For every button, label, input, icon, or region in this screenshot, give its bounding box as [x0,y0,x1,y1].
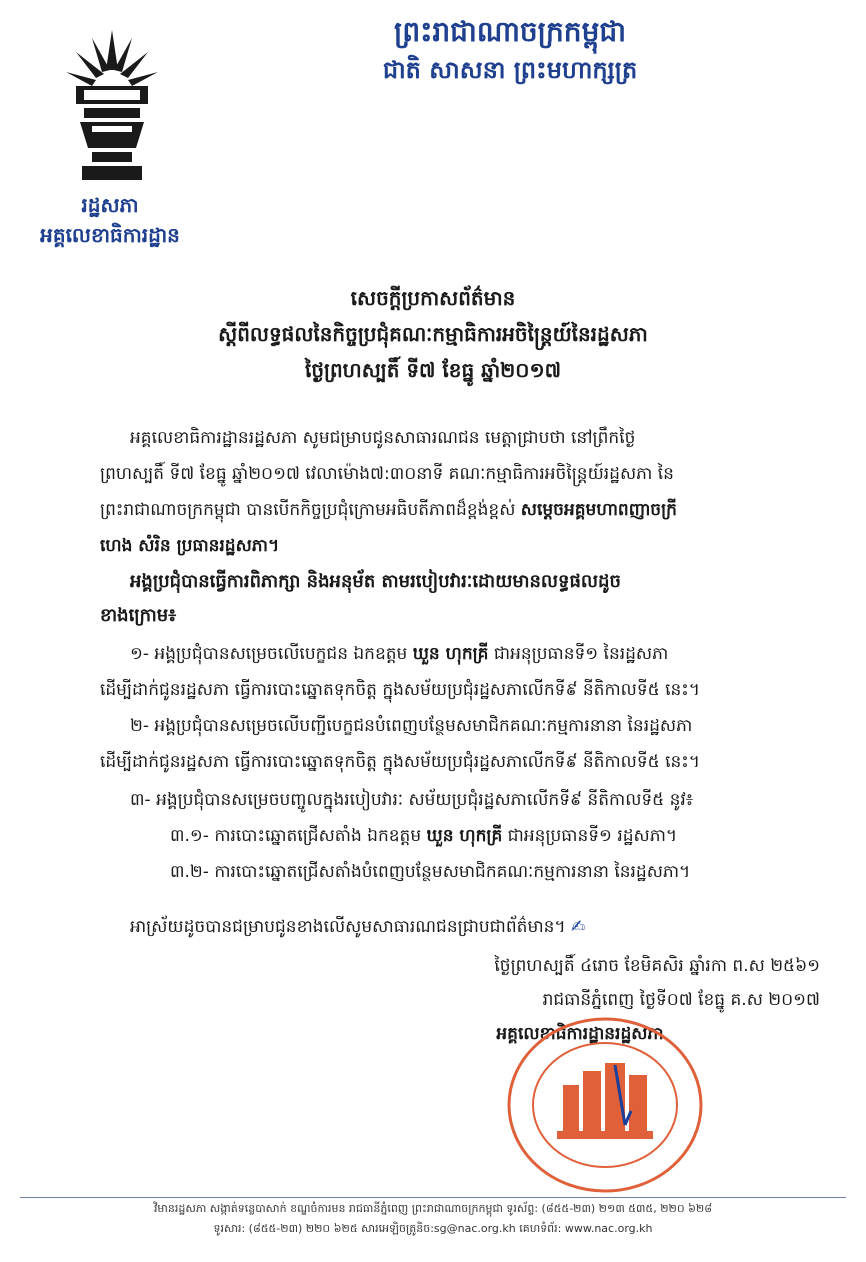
review-line-1: អង្គប្រជុំបានធ្វើការពិភាក្សា និងអនុម័ត តាមរបៀបវារៈដោយមានលទ្ធផលដូច [130,571,621,592]
candidate-name: ឃួន ហុកគ្រី [412,644,489,664]
list-item-1-line-1 [130,636,810,672]
intro-line-3-text: ព្រះរាជាណាចក្រកម្ពុជា បានបើកកិច្ចប្រជុំក្រោមអធិបតីភាពដ៏ខ្ពង់ខ្ពស់ [100,500,521,520]
parliament-emblem-icon [62,30,162,190]
footer-address: វិមានរដ្ឋសភា សង្កាត់ទន្លេបាសាក់ ខណ្ឌចំការមន រាជធានីភ្នំពេញ ព្រះរាជាណាចក្រកម្ពុជា ទូរស័ព្ទ: (៨៥៥-២៣) ២១៣ ៥៣៥, ២២០ ៦២៨ [153,1202,713,1215]
list-item-2-line-1: ២- អង្គប្រជុំបានសម្រេចលើបញ្ជីបេក្ខជនបំពេញបន្ថែមសមាជិកគណៈកម្មការនានា នៃរដ្ឋសភា [130,716,693,736]
footer-divider [20,1197,846,1198]
closing-line [130,910,810,944]
document-date-heading: ថ្ងៃព្រហស្បតិ៍ ទី៧ ខែធ្នូ ឆ្នាំ២០១៧ [304,358,562,382]
document-title: សេចក្តីប្រកាសព័ត៌មាន [350,286,516,310]
lunar-date: ថ្ងៃព្រហស្បតិ៍ ៤រោច ខែមិគសិរ ឆ្នាំរកា ព.ស ២៥៦១ [494,956,820,976]
list-item-2-line-2: ដើម្បីដាក់ជូនរដ្ឋសភា ធ្វើការបោះឆ្នោតទុកចិត្ត ក្នុងសម័យប្រជុំរដ្ឋសភាលើកទី៩ នីតិកាលទី៥ នេះ។ [100,752,700,772]
list-item-text: ១- អង្គប្រជុំបានសម្រេចលើបេក្ខជន ឯកឧត្តម [130,644,413,664]
kingdom-heading: ព្រះរាជាណាចក្រកម្ពុជា [393,15,626,48]
sub-item-text: ៣.១- ការបោះឆ្នោតជ្រើសតាំង ឯកឧត្តម [170,826,427,846]
intro-line-4 [100,528,800,564]
national-motto: ជាតិ សាសនា ព្រះមហាក្សត្រ [382,56,638,84]
sub-item-3-1 [170,818,800,854]
intro-line-1: អគ្គលេខាធិការដ្ឋានរដ្ឋសភា សូមជម្រាបជូនសាធារណជន មេត្តាជ្រាបថា នៅព្រឹកថ្ងៃ [130,428,636,448]
signature-org: អគ្គលេខាធិការដ្ឋានរដ្ឋសភា [496,1024,664,1044]
org-name-secretariat: អគ្គលេខាធិការដ្ឋាន [40,223,180,247]
intro-line-2: ព្រហស្បតិ៍ ទី៧ ខែធ្នូ ឆ្នាំ២០១៧ វេលាម៉ោង៧:៣០នាទី គណៈកម្មាធិការអចិន្ត្រៃយ៍រដ្ឋសភា នៃ [100,464,674,484]
org-name-parliament: រដ្ឋសភា [81,193,139,217]
president-honorific: សម្តេចអគ្គមហាពញាចក្រី [520,500,677,520]
president-name: ហេង សំរិន ប្រធានរដ្ឋសភា។ [100,536,280,556]
sub-item-3-2: ៣.២- ការបោះឆ្នោតជ្រើសតាំងបំពេញបន្ថែមសមាជិកគណៈកម្មការនានា នៃរដ្ឋសភា។ [170,862,691,882]
sub-item-text: ជាអនុប្រធានទី១ រដ្ឋសភា។ [502,826,678,846]
solar-date: រាជធានីភ្នំពេញ ថ្ងៃទី០៧ ខែធ្នូ គ.ស ២០១៧ [542,990,820,1010]
list-item-1-line-2: ដើម្បីដាក់ជូនរដ្ឋសភា ធ្វើការបោះឆ្នោតទុកចិត្ត ក្នុងសម័យប្រជុំរដ្ឋសភាលើកទី៩ នីតិកាលទី៥ នេះ។ [100,680,700,700]
footer-contact: ទូរសារ: (៨៥៥-២៣) ២២០ ៦២៥ សារអេឡិចត្រូនិច:sg@nac.org.kh គេហទំព័រ: www.nac.org.kh [213,1222,653,1235]
official-seal-icon [505,1015,705,1195]
initial-mark-icon: ✍ [571,917,586,937]
list-item-3-line-1: ៣- អង្គប្រជុំបានសម្រេចបញ្ចូលក្នុងរបៀបវារៈ សម័យប្រជុំរដ្ឋសភាលើកទី៩ នីតិកាលទី៥ នូវ៖ [130,790,694,810]
intro-line-3 [100,492,800,528]
list-item-text: ជាអនុប្រធានទី១ នៃរដ្ឋសភា [488,644,669,664]
candidate-name: ឃួន ហុកគ្រី [426,826,503,846]
closing-text: អាស្រ័យដូចបានជម្រាបជូនខាងលើសូមសាធារណជនជ្រាបជាព័ត៌មាន។ [130,917,566,937]
document-subtitle: ស្តីពីលទ្ធផលនៃកិច្ចប្រជុំគណៈកម្មាធិការអចិន្ត្រៃយ៍នៃរដ្ឋសភា [218,322,648,346]
review-line-2: ខាងក្រោម៖ [100,605,177,626]
